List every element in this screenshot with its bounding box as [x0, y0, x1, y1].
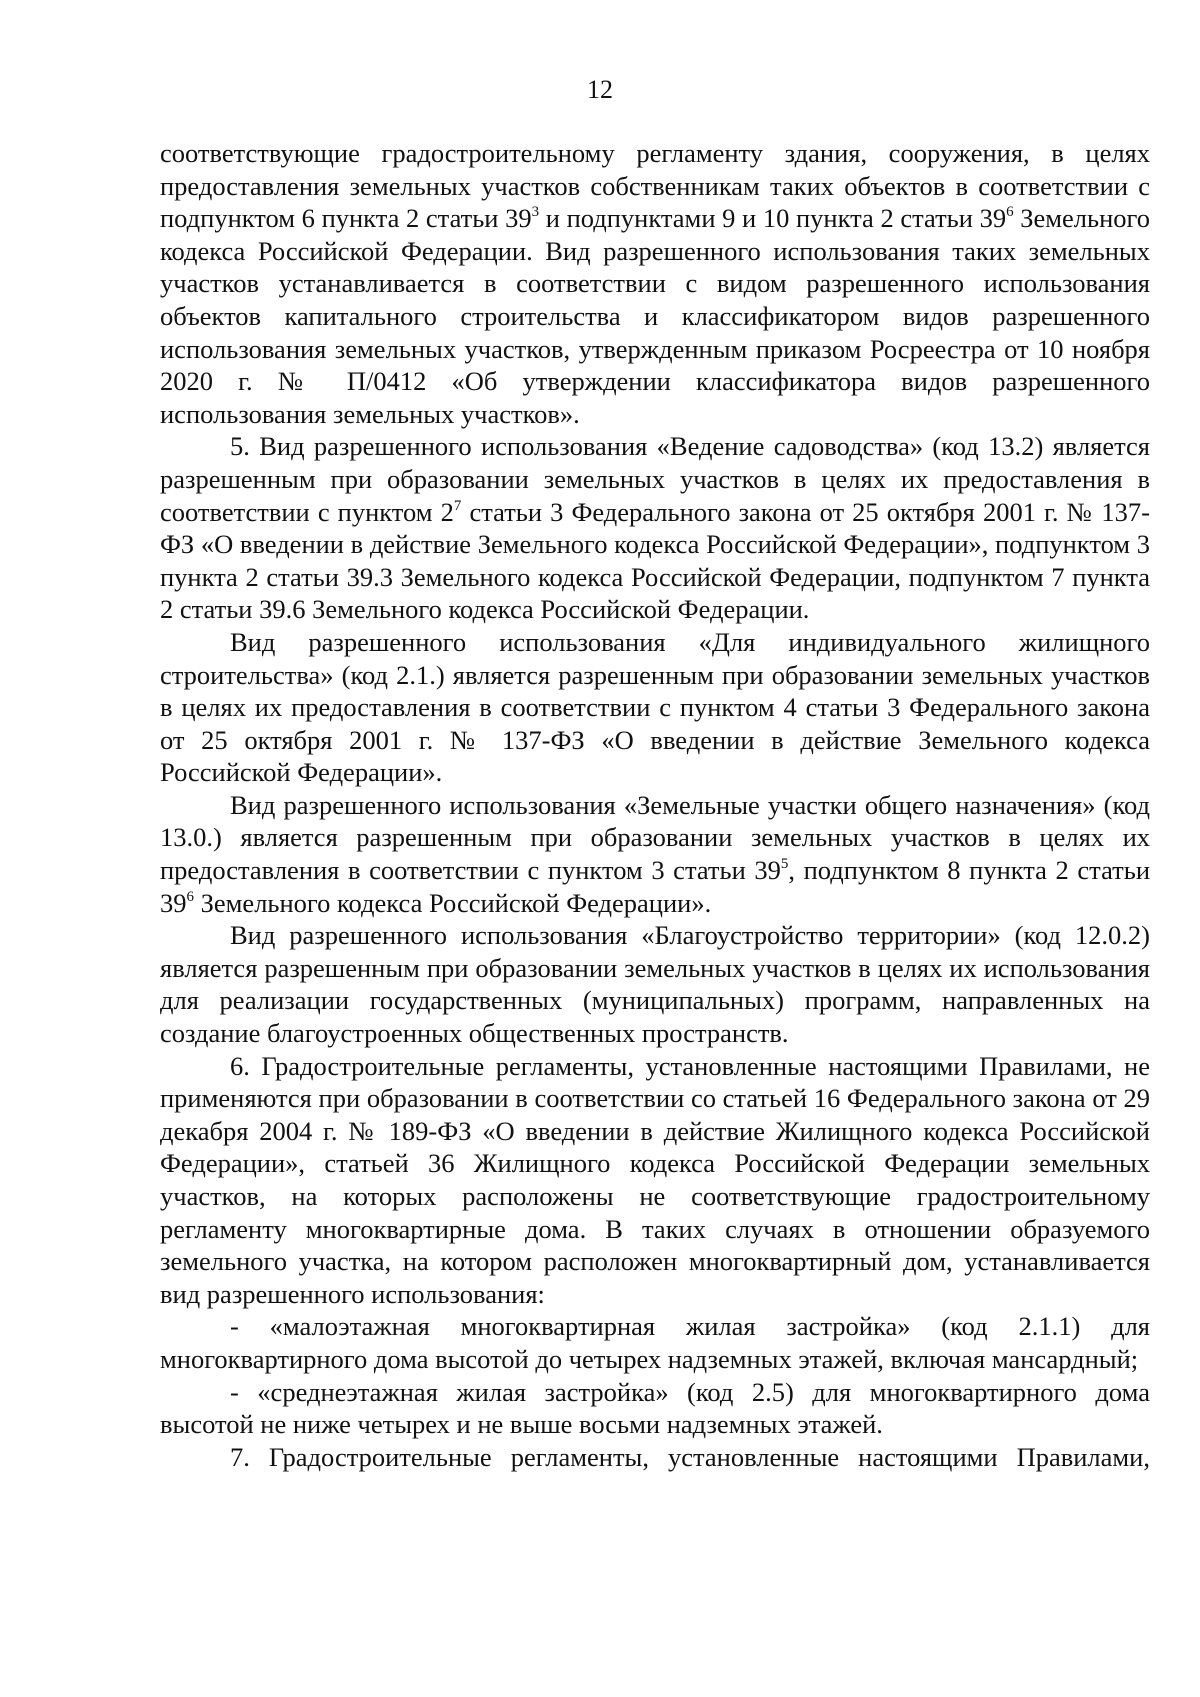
paragraph-intro — [160, 137, 1150, 430]
superscript: 3 — [531, 204, 540, 221]
superscript: 6 — [1006, 204, 1014, 221]
superscript: 7 — [453, 497, 462, 514]
superscript: 5 — [780, 856, 789, 873]
paragraph-text: статьи 3 Федерального закона от 25 октября 2001 г. № 137-ФЗ «О введении в действие Земельного кодекса Российской Федерации», подпунктом 3 пункта 2 статьи 39.3 Земельного кодекса Российской Федерации, подпунктом 7 пункта 2 статьи 39.6 Земельного кодекса Российской Федерации. — [160, 496, 1150, 625]
paragraph-text: , подпунктом 8 пункта 2 статьи 39 — [160, 855, 1151, 918]
paragraph-text: Земельного кодекса Российской Федерации. Вид разрешенного использования таких земельных участков устанавливается в соответствии с видом разрешенного использования объектов капитального строительства и классификатором видов разрешенного использования земельных участков, утвержденным приказом Росреестра от 10 ноября 2020 г. № П/0412 «Об утверждении классификатора видов разрешенного использования земельных участков». — [160, 203, 1150, 429]
paragraph-text: соответствующие градостроительному регламенту здания, сооружения, в целях предоставления земельных участков собственникам таких объектов в соответствии с подпунктом 6 пункта 2 статьи 39 — [160, 138, 1150, 234]
document-body — [160, 137, 1150, 1473]
paragraph-landscaping: Вид разрешенного использования «Благоустройство территории» (код 12.0.2) является разрешенным при образовании земельных участков в целях их использования для реализации государственных (муниципальных) программ, направленных на создание благоустроенных общественных пространств. — [160, 920, 1150, 1049]
paragraph-common-use — [160, 789, 1150, 919]
paragraph-text: 5. Вид разрешенного использования «Ведение садоводства» (код 13.2) является разрешенным при образовании земельных участков в целях их предоставления в соответствии с пунктом 2 — [160, 431, 1150, 527]
list-item-mid-rise: - «среднеэтажная жилая застройка» (код 2.5) для многоквартирного дома высотой не ниже четырех и не выше восьми надземных этажей. — [160, 1376, 1150, 1440]
superscript: 6 — [186, 888, 194, 905]
paragraph-text: Вид разрешенного использования «Земельные участки общего назначения» (код 13.0.) является разрешенным при образовании земельных участков в целях их предоставления в соответствии с пунктом 3 статьи 39 — [160, 789, 1150, 886]
paragraph-item-5 — [160, 430, 1150, 626]
paragraph-item-7: 7. Градостроительные регламенты, установленные настоящими Правилами, — [230, 1441, 1150, 1472]
paragraph-text: Земельного кодекса Российской Федерации». — [194, 887, 712, 918]
page-number: 12 — [587, 75, 613, 104]
paragraph-izhs: Вид разрешенного использования «Для индивидуального жилищного строительства» (код 2.1.) является разрешенным при образовании земельных участков в целях их предоставления в соответствии с пунктом 4 статьи 3 Федерального закона от 25 октября 2001 г. № 137-ФЗ «О введении в действие Земельного кодекса Российской Федерации». — [160, 626, 1150, 788]
paragraph-item-6: 6. Градостроительные регламенты, установленные настоящими Правилами, не применяются при образовании в соответствии со статьей 16 Федерального закона от 29 декабря 2004 г. № 189-ФЗ «О введении в действие Жилищного кодекса Российской Федерации», статьей 36 Жилищного кодекса Российской Федерации земельных участков, на которых расположены не соответствующие градостроительному регламенту многоквартирные дома. В таких случаях в отношении образуемого земельного участка, на котором расположен многоквартирный дом, устанавливается вид разрешенного использования: — [160, 1050, 1150, 1309]
paragraph-text: и подпунктами 9 и 10 пункта 2 статьи 39 — [539, 203, 1007, 234]
list-item-low-rise: - «малоэтажная многоквартирная жилая застройка» (код 2.1.1) для многоквартирного дома высотой до четырех надземных этажей, включая мансардный; — [160, 1311, 1150, 1374]
